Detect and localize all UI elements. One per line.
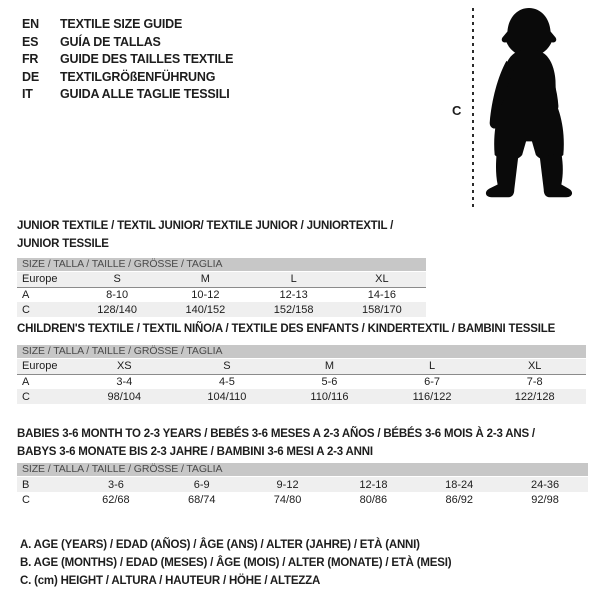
language-title: GUÍA DE TALLAS xyxy=(60,34,161,49)
measurement-row-a xyxy=(17,287,426,302)
measurement-row-b xyxy=(17,477,588,492)
measurement-value: 3-6 xyxy=(107,478,124,491)
section-title xyxy=(17,425,588,461)
measurement-row-c xyxy=(17,492,588,507)
language-title-list xyxy=(22,16,233,104)
section-title-line: JUNIOR TEXTILE / TEXTIL JUNIOR/ TEXTILE JUNIOR / JUNIORTEXTIL / JUNIOR TESSILE xyxy=(17,220,394,250)
measurement-value: 74/80 xyxy=(273,493,302,506)
language-code: EN xyxy=(22,17,39,31)
size-column-header: XS xyxy=(73,359,176,374)
children-size-table xyxy=(17,359,586,404)
measurement-row-c xyxy=(17,389,586,404)
babies-size-table xyxy=(17,477,588,507)
size-column-header: S xyxy=(176,359,279,374)
language-code: FR xyxy=(22,52,39,67)
height-measure-dotted-line xyxy=(472,8,474,208)
measurement-value: 12-13 xyxy=(279,288,308,301)
measurement-value: 116/122 xyxy=(412,390,452,403)
baby-silhouette-icon xyxy=(482,6,576,208)
measurement-value: 62/68 xyxy=(102,493,130,506)
row-label: A xyxy=(22,288,30,301)
section-title xyxy=(17,320,586,338)
measurement-value: 110/116 xyxy=(310,390,349,403)
row-label: B xyxy=(22,478,30,491)
measurement-value: 14-16 xyxy=(367,288,396,301)
footnote-height: C. (cm) HEIGHT / ALTURA / HAUTEUR / HÖHE / ALTEZZA xyxy=(20,575,321,587)
measurement-value: 128/140 xyxy=(97,303,137,316)
size-column-header: XL xyxy=(483,359,586,374)
measurement-value: 80/86 xyxy=(359,493,388,506)
size-header-bar: SIZE / TALLA / TAILLE / GRÖSSE / TAGLIA xyxy=(17,258,426,271)
language-title: TEXTILGRÖßENFÜHRUNG xyxy=(60,69,216,84)
measurement-value: 152/158 xyxy=(273,303,314,316)
height-measure-label: C xyxy=(452,103,462,118)
measurement-value: 158/170 xyxy=(361,303,402,316)
size-header-row xyxy=(17,359,586,374)
row-label: A xyxy=(22,375,30,388)
footnote-age-years: A. AGE (YEARS) / EDAD (AÑOS) / ÂGE (ANS) / ALTER (JAHRE) / ETÀ (ANNI) xyxy=(20,539,420,551)
size-column-header: M xyxy=(161,272,249,287)
measurement-value: 18-24 xyxy=(445,478,474,491)
section-title-line: BABYS 3-6 MONATE BIS 2-3 JAHRE / BAMBINI 3-6 MESI A 2-3 ANNI xyxy=(17,446,373,458)
junior-size-table xyxy=(17,272,426,317)
size-header-bar: SIZE / TALLA / TAILLE / GRÖSSE / TAGLIA xyxy=(17,345,586,358)
language-row-en xyxy=(22,16,233,34)
measurement-value: 98/104 xyxy=(107,390,142,403)
section-junior xyxy=(17,217,426,317)
language-row-de xyxy=(22,69,233,87)
size-header-bar: SIZE / TALLA / TAILLE / GRÖSSE / TAGLIA xyxy=(17,463,588,476)
size-column-header: M xyxy=(278,359,381,374)
footnote-age-months: B. AGE (MONTHS) / EDAD (MESES) / ÂGE (MOIS) / ALTER (MONATE) / ETÀ (MESI) xyxy=(20,557,452,569)
section-children xyxy=(17,320,586,404)
row-label: C xyxy=(22,303,30,316)
region-label: Europe xyxy=(17,272,73,287)
measurement-value: 24-36 xyxy=(531,478,560,491)
measurement-value: 9-12 xyxy=(276,478,299,491)
region-label: Europe xyxy=(17,359,73,374)
measurement-value: 8-10 xyxy=(106,288,129,301)
language-code: ES xyxy=(22,34,39,49)
language-code: DE xyxy=(22,69,39,84)
language-title: GUIDE DES TAILLES TEXTILE xyxy=(60,52,234,67)
measurement-row-c xyxy=(17,302,426,317)
language-row-fr xyxy=(22,51,233,69)
size-header-row xyxy=(17,272,426,287)
measurement-value: 10-12 xyxy=(191,288,220,301)
language-title: TEXTILE SIZE GUIDE xyxy=(60,17,183,31)
measurement-value: 4-5 xyxy=(218,375,235,388)
measurement-row-a xyxy=(17,374,586,389)
measurement-value: 3-4 xyxy=(116,375,133,388)
language-row-it xyxy=(22,86,233,104)
section-title-line: CHILDREN'S TEXTILE / TEXTIL NIÑO/A / TEXTILE DES ENFANTS / KINDERTEXTIL / BAMBINI TESSILE xyxy=(17,323,556,335)
language-title: GUIDA ALLE TAGLIE TESSILI xyxy=(60,87,230,102)
measurement-value: 122/128 xyxy=(514,390,555,403)
measurement-value: 86/92 xyxy=(445,493,473,506)
section-babies xyxy=(17,425,588,507)
measurement-value: 5-6 xyxy=(321,375,338,388)
size-column-header: L xyxy=(381,359,484,374)
language-code: IT xyxy=(22,87,33,102)
legend-footnotes xyxy=(20,536,451,590)
size-column-header: S xyxy=(73,272,161,287)
size-column-header: L xyxy=(250,272,338,287)
measurement-value: 68/74 xyxy=(187,493,216,506)
measurement-value: 92/98 xyxy=(531,493,559,506)
measurement-value: 12-18 xyxy=(359,478,388,491)
measurement-value: 6-7 xyxy=(424,375,441,388)
section-title xyxy=(17,217,426,253)
language-row-es xyxy=(22,34,233,52)
measurement-value: 104/110 xyxy=(207,390,247,403)
row-label: C xyxy=(22,493,30,506)
size-column-header: XL xyxy=(338,272,426,287)
measurement-value: 6-9 xyxy=(193,478,210,491)
measurement-value: 7-8 xyxy=(526,375,543,388)
measurement-value: 140/152 xyxy=(185,303,226,316)
section-title-line: BABIES 3-6 MONTH TO 2-3 YEARS / BEBÉS 3-6 MESES A 2-3 AÑOS / BÉBÉS 3-6 MOIS À 2-3 ANS / xyxy=(17,428,535,440)
row-label: C xyxy=(22,390,30,403)
